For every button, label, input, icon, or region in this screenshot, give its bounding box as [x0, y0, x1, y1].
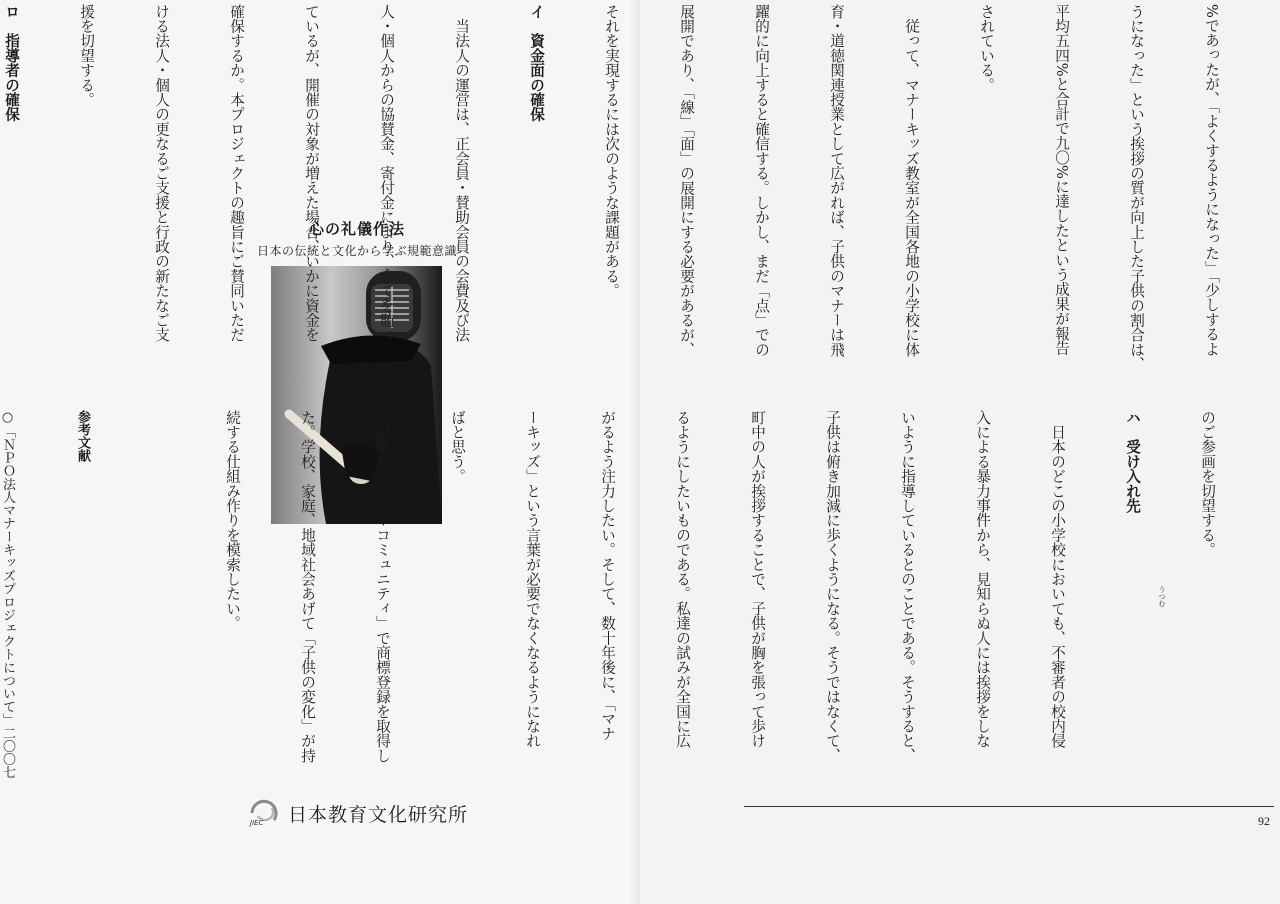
text-line: 確保するか。本プロジェクトの趣旨にご賛同いただ [228, 4, 245, 343]
text-line: のご参画を切望する。 [1199, 410, 1216, 557]
publisher-mark [244, 796, 468, 830]
section-heading-recipients: ハ 受け入れ先 [1124, 410, 1141, 513]
upper-text-block [0, 4, 1274, 396]
text-line: ばと思う。 [449, 410, 466, 484]
section-heading-instructors: ロ 指導者の確保 [3, 4, 20, 122]
text-line: 日本のどこの小学校においても、不審者の校内侵 [1049, 410, 1066, 749]
text-line: 人・個人からの協賛金、寄付金により、全てを賄っ [378, 4, 395, 343]
text-line: %であったが、「よくするようになった」「少しするよ [1203, 4, 1220, 357]
text-line: 平均五四%と合計で九〇%に達したという成果が報告 [1053, 4, 1070, 356]
text-line: 最後に「マナーコミュニティ」で商標登録を取得し [374, 410, 391, 763]
text-line: 入による暴力事件から、見知らぬ人には挨拶をしな [974, 410, 991, 749]
text-line: がるよう注力したい。そして、数十年後に、「マナ [599, 410, 616, 741]
text-line: た。学校、家庭、地域社会あげて「子供の変化」が持 [299, 410, 316, 763]
text-line: 援を切望する。 [78, 4, 95, 107]
text-line: 躍的に向上すると確信する。しかし、まだ「点」での [753, 4, 770, 357]
text-line: 展開であり、「線」「面」の展開にする必要があるが、 [678, 4, 695, 357]
text-line: 町中の人が挨拶することで、子供が胸を張って歩け [749, 410, 766, 749]
book-title: 心の礼儀作法 [308, 220, 405, 238]
references-spacer [145, 410, 170, 790]
jiec-logo-icon [244, 796, 284, 830]
text-line: 従って、マナーキッズ教室が全国各地の小学校に体 [903, 4, 920, 357]
text-line: 育・道徳関連授業として広がれば、子供のマナーは飛 [828, 4, 845, 357]
publisher-name: 日本教育文化研究所 [288, 803, 469, 826]
text-line: いように指導しているとのことである。そうすると、 [899, 410, 916, 763]
logo-text: JIEC [250, 819, 264, 827]
text-line: されている。 [978, 4, 995, 93]
section-heading-funding: イ 資金面の確保 [528, 4, 545, 122]
text-line: るようにしたいものである。私達の試みが全国に広 [674, 410, 691, 749]
text-line: ているが、開催の対象が増えた場合、いかに資金を [303, 4, 320, 343]
lower-text-block [0, 410, 1270, 790]
text-line: うになった」という挨拶の質が向上した子供の割合は、 [1128, 4, 1145, 372]
references-heading: 参考文献 [75, 410, 90, 463]
text-line: ける法人・個人の更なるご支援と行政の新たなご支 [153, 4, 170, 343]
text-line: 当法人の運営は、正会員・賛助会員の会費及び法 [453, 4, 470, 343]
text-line: ーキッズ」という言葉が必要でなくなるようになれ [524, 410, 541, 749]
text-line: それを実現するには次のような課題がある。 [603, 4, 620, 298]
reference-item: ○「ＮＰＯ法人マナーキッズプロジェクトについて」二〇〇七 [0, 410, 15, 779]
text-line: 続する仕組み作りを模索したい。 [224, 410, 241, 631]
book-subtitle: 日本の伝統と文化から学ぶ規範意識 [256, 244, 457, 258]
page-number: 92 [1258, 814, 1270, 828]
ruby-annotation: うつむ [1158, 586, 1166, 607]
footer-rule [744, 806, 1274, 807]
text-line: 子供は俯き加減に歩くようになる。そうではなくて、 [824, 410, 841, 763]
